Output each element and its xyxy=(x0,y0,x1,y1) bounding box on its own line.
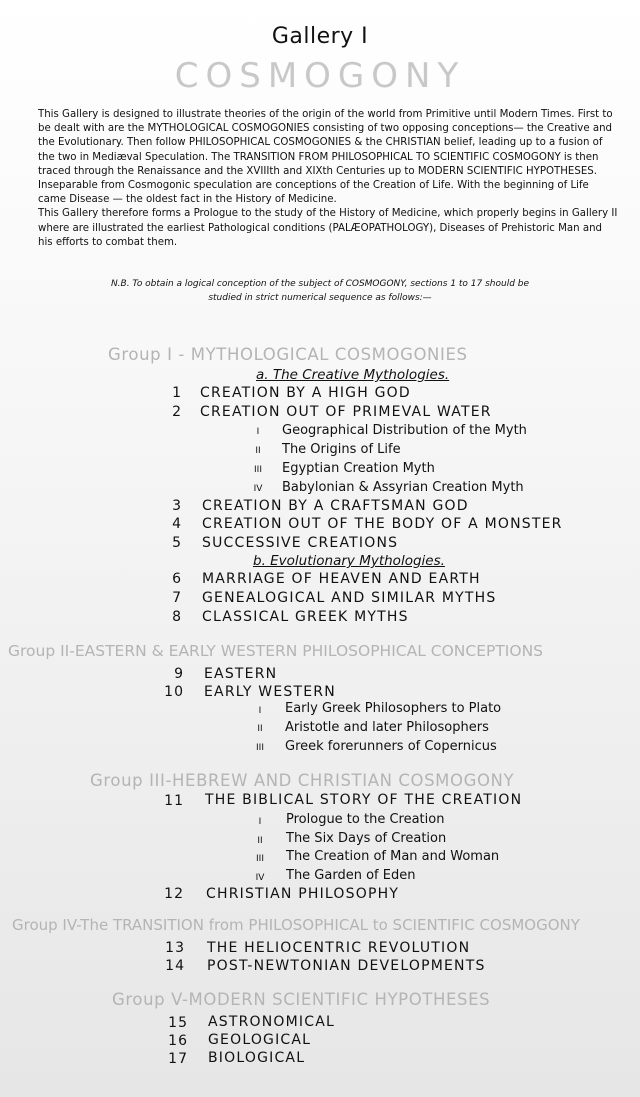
subsection-number: II xyxy=(257,836,263,846)
subsection-number: II xyxy=(257,724,263,734)
subsection-label: Prologue to the Creation xyxy=(286,812,445,827)
section-label: GEOLOGICAL xyxy=(208,1032,312,1048)
subsection-label: Egyptian Creation Myth xyxy=(282,461,435,476)
section-label: GENEALOGICAL AND SIMILAR MYTHS xyxy=(202,590,497,606)
subsection-label: The Creation of Man and Woman xyxy=(286,849,500,864)
intro-text xyxy=(38,108,618,250)
section-label: CLASSICAL GREEK MYTHS xyxy=(202,609,409,625)
section-number: 14 xyxy=(165,958,185,974)
section-number: 13 xyxy=(165,940,185,956)
subheading-evolutionary: b. Evolutionary Mythologies. xyxy=(253,553,445,569)
subsection-number: III xyxy=(256,854,264,864)
group-heading-3: Group III-HEBREW AND CHRISTIAN COSMOGONY xyxy=(90,771,515,790)
section-label: CREATION OUT OF THE BODY OF A MONSTER xyxy=(202,516,563,532)
section-number: 5 xyxy=(172,535,182,551)
page-title: COSMOGONY xyxy=(174,56,466,96)
section-number: 10 xyxy=(164,684,184,700)
section-number: 12 xyxy=(164,886,184,902)
section-number: 9 xyxy=(174,666,184,682)
subsection-number: I xyxy=(258,817,262,827)
section-label: EARLY WESTERN xyxy=(204,684,336,700)
section-number: 17 xyxy=(168,1051,188,1067)
section-number: 6 xyxy=(172,571,182,587)
subsection-number: IV xyxy=(255,873,265,883)
section-number: 4 xyxy=(172,516,182,532)
subsection-number: I xyxy=(258,706,262,716)
section-label: ASTRONOMICAL xyxy=(208,1014,336,1030)
group-heading-1: Group I - MYTHOLOGICAL COSMOGONIES xyxy=(108,345,468,364)
section-label: THE HELIOCENTRIC REVOLUTION xyxy=(207,940,471,956)
section-number: 7 xyxy=(172,590,182,606)
subsection-number: IV xyxy=(253,484,263,494)
section-label: THE BIBLICAL STORY OF THE CREATION xyxy=(205,792,523,808)
subsection-label: Geographical Distribution of the Myth xyxy=(282,423,527,438)
subheading-creative: a. The Creative Mythologies. xyxy=(256,367,450,383)
section-label: CREATION OUT OF PRIMEVAL WATER xyxy=(200,404,492,420)
subsection-label: The Six Days of Creation xyxy=(286,831,447,846)
group-heading-2: Group II-EASTERN & EARLY WESTERN PHILOSOPHICAL CONCEPTIONS xyxy=(8,642,544,660)
section-number: 1 xyxy=(172,385,182,401)
nb-line: N.B. To obtain a logical conception of the subject of COSMOGONY, sections 1 to 17 should be xyxy=(110,279,530,289)
section-label: MARRIAGE OF HEAVEN AND EARTH xyxy=(202,571,481,587)
subsection-label: Greek forerunners of Copernicus xyxy=(285,739,497,754)
subsection-number: I xyxy=(256,427,260,437)
section-number: 16 xyxy=(168,1033,188,1049)
nb-note xyxy=(100,277,540,305)
gallery-title: Gallery I xyxy=(271,24,369,49)
section-label: CREATION BY A HIGH GOD xyxy=(200,385,411,401)
intro-paragraph: Inseparable from Cosmogonic speculation are conceptions of the Creation of Life. With the beginning of Life came Disease — the oldest fact in the History of Medicine. xyxy=(38,180,589,206)
group-heading-5: Group V-MODERN SCIENTIFIC HYPOTHESES xyxy=(112,990,491,1009)
subsection-label: Aristotle and later Philosophers xyxy=(285,720,489,735)
section-label: CREATION BY A CRAFTSMAN GOD xyxy=(202,498,469,514)
section-label: EASTERN xyxy=(204,666,278,682)
section-number: 11 xyxy=(164,793,184,809)
subsection-label: Babylonian & Assyrian Creation Myth xyxy=(282,480,524,495)
subsection-number: III xyxy=(254,465,262,475)
section-number: 15 xyxy=(168,1015,188,1031)
section-label: CHRISTIAN PHILOSOPHY xyxy=(206,886,400,902)
section-number: 3 xyxy=(172,498,182,514)
section-label: SUCCESSIVE CREATIONS xyxy=(202,535,399,551)
group-heading-4: Group IV-The TRANSITION from PHILOSOPHICAL to SCIENTIFIC COSMOGONY xyxy=(12,916,580,934)
nb-line: studied in strict numerical sequence as follows:— xyxy=(208,293,432,303)
intro-paragraph: This Gallery therefore forms a Prologue to the study of the History of Medicine, which properly begins in Gallery II where are illustrated the earliest Pathological conditions (PALÆOPATHOLOGY), Diseases of Prehistoric Man and his efforts to combat them. xyxy=(38,208,618,248)
section-number: 8 xyxy=(172,609,182,625)
subsection-number: III xyxy=(256,743,264,753)
intro-paragraph: This Gallery is designed to illustrate theories of the origin of the world from Primitive until Modern Times. First to be dealt with are the MYTHOLOGICAL COSMOGONIES consisting of two opposing conceptions— the Creative and the Evolutionary. Then follow PHILOSOPHICAL COSMOGONIES & the CHRISTIAN belief, leading up to a fusion of the two in Mediæval Speculation. The TRANSITION FROM PHILOSOPHICAL TO SCIENTIFIC COSMOGONY is then traced through the Renaissance and the XVIIIth and XIXth Centuries up to MODERN SCIENTIFIC HYPOTHESES. xyxy=(38,109,613,177)
section-number: 2 xyxy=(172,404,182,420)
section-label: BIOLOGICAL xyxy=(208,1050,306,1066)
subsection-label: The Origins of Life xyxy=(282,442,401,457)
subsection-label: The Garden of Eden xyxy=(286,868,416,883)
section-label: POST-NEWTONIAN DEVELOPMENTS xyxy=(207,958,486,974)
subsection-number: II xyxy=(255,446,261,456)
subsection-label: Early Greek Philosophers to Plato xyxy=(285,701,502,716)
